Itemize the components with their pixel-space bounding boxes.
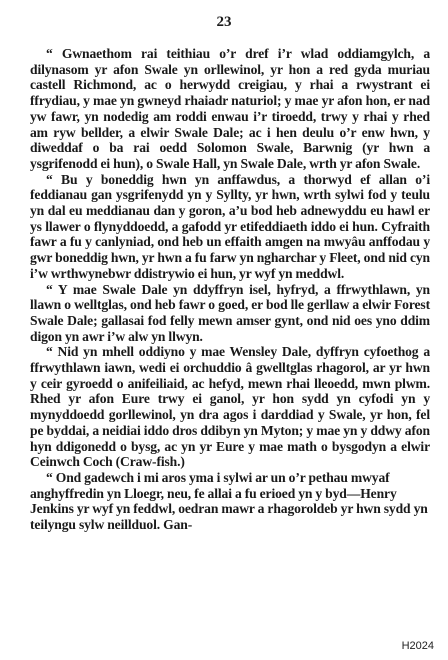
corner-code: H2024 [401,640,434,652]
page-number: 23 [216,14,232,30]
paragraph: “ Ond gadewch i mi aros yma i sylwi ar un o’r pethau mwyaf anghyffredin yn Lloegr, neu, fe allai a fu erioed yn y byd—Henry Jenkins yr wyf yn feddwl, oedran mawr a rhagoroldeb yr hwn sydd yn teilyngu sylw neillduol. Gan- [30,469,428,533]
paragraph: “ Y mae Swale Dale yn ddyffryn isel, hyfryd, a ffrwythlawn, yn llawn o welltglas, ond heb fawr o goed, er bod lle gerllaw a elwir Forest Swale Dale; gallasai fod felly mewn amser gynt, ond nid oes yno ddim digon yn awr i’w alw yn llwyn. [30,281,430,344]
text-body [30,46,430,533]
paragraph: “ Bu y boneddig hwn yn anffawdus, a thorwyd ef allan o’i feddianau gan ysgrifenydd yn y Syllty, yr hwn, wrth sylwi fod y teulu yn dal eu meddianau dan y goron, a’u bod heb adnewyddu eu hawl er ys llawer o flynyddoedd, a gafodd yr etifeddiaeth iddo ei hun. Cyfraith fawr a fu y canlyniad, ond heb un effaith amgen na mwyâu anffodau y gwr boneddig hwn, yr hwn a fu farw yn ngharchar y Fleet, ond nid cyn i’w wrthwynebwr ddistrywio ei hun, yr wyf yn meddwl. [30,171,430,281]
paragraph: “ Nid yn mhell oddiyno y mae Wensley Dale, dyffryn cyfoethog a ffrwythlawn iawn, wedi ei orchuddio â gwelltglas rhagorol, ar yr hwn y ceir gyroedd o anifeiliaid, ac hefyd, mewn rhai lleoedd, mwn plwm. Rhed yr afon Eure trwy ei ganol, yr hon sydd yn cyfodi yn y mynyddoedd gorllewinol, yn dra agos i darddiad y Swale, yr hon, fel pe byddai, a neidiai iddo dros ddibyn yn Myton; y mae yn y ddwy afon hyn ddigonedd o bysg, ac yn yr Eure y mae math o bysgodyn a elwir Ceinwch Coch (Craw-fish.) [30,344,430,470]
paragraph: “ Gwnaethom rai teithiau o’r dref i’r wlad oddiamgylch, a dilynasom yr afon Swale yn orllewinol, yr hon a red gyda muriau castell Richmond, ac o herwydd creigiau, y rhai a rwystrant ei ffrydiau, y mae yn gwneyd rhaiadr naturiol; y mae yr afon hon, er nad yw fawr, yn nodedig am roddi enwau i’r tiroedd, trwy y rhai y rhed am ryw bellder, a elwir Swale Dale; ac i hen deulu o’r enw hwn, y diweddaf o ba rai oedd Solomon Swale, Barwnig (yr hwn a ysgrifenodd ei hun), o Swale Hall, yn Swale Dale, wrth yr afon Swale. [30,46,430,171]
